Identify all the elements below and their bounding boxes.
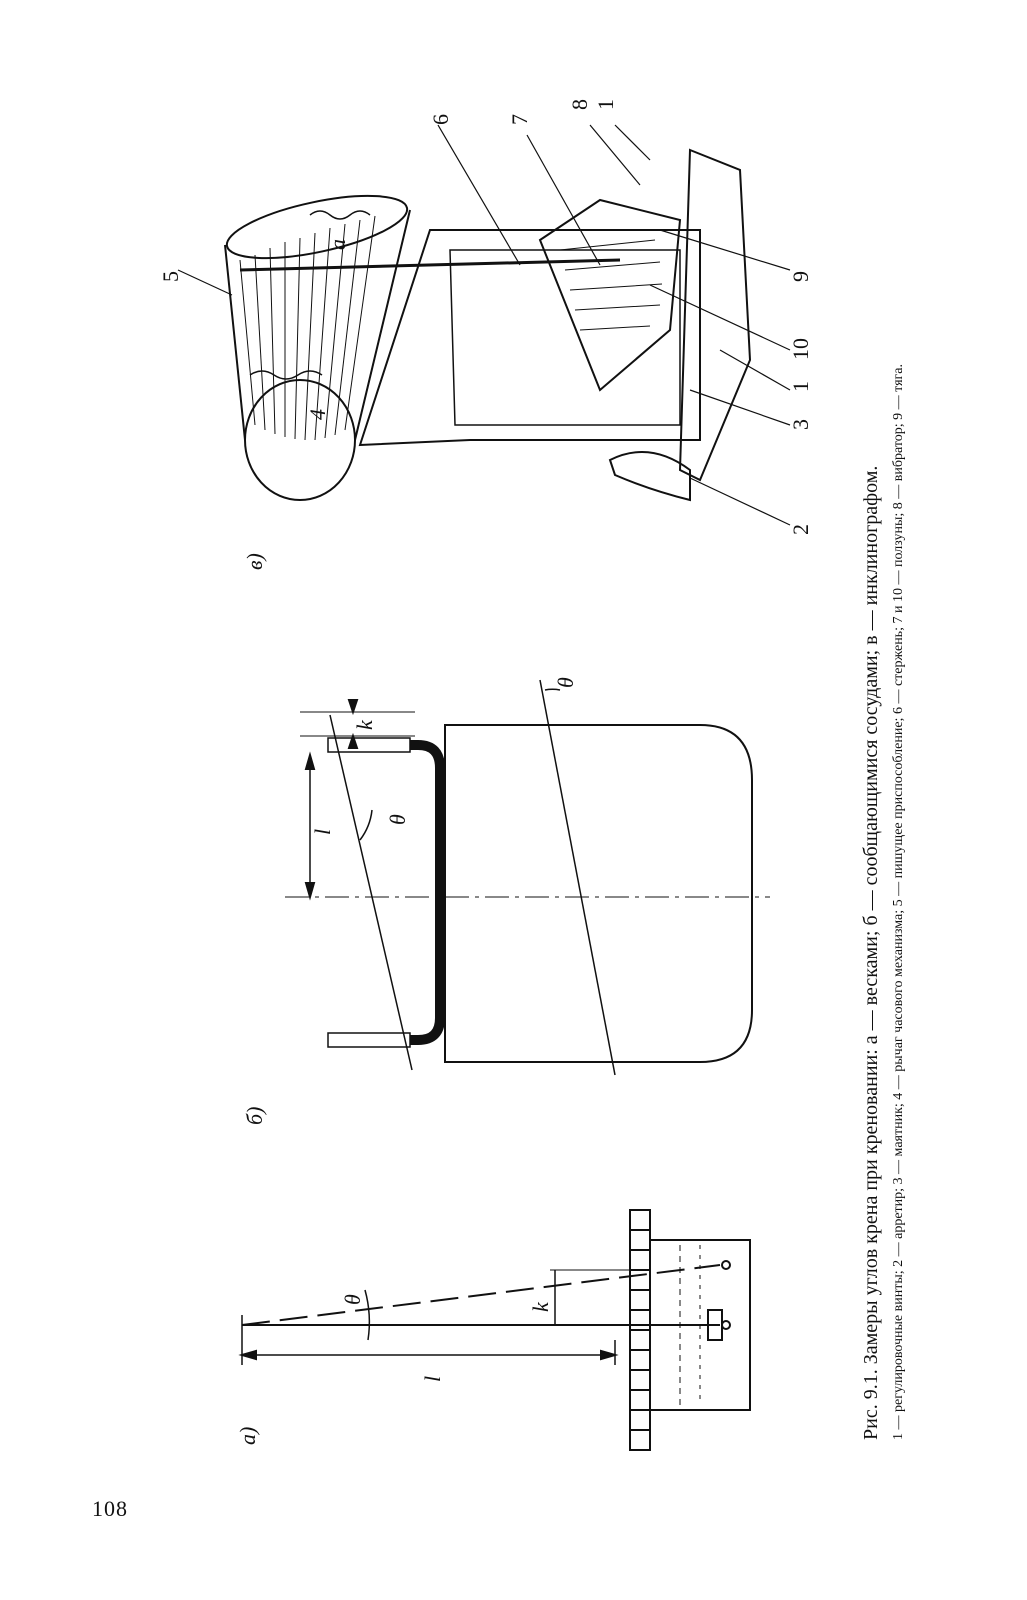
panel-v-label: в) — [242, 553, 267, 570]
panel-b-dim-k: k — [352, 720, 377, 730]
bulkhead-hatching — [630, 1210, 650, 1450]
panel-b-label: б) — [242, 1106, 267, 1125]
panel-b-drawing — [285, 680, 770, 1075]
callout-9: 9 — [788, 271, 813, 282]
panel-v-dim-4: 4 — [305, 409, 330, 420]
page-number: 108 — [92, 1496, 128, 1521]
stem — [240, 260, 620, 270]
deflected-line — [242, 1265, 720, 1325]
panel-a-dim-l: l — [420, 1375, 445, 1382]
callout-10: 10 — [788, 338, 813, 360]
panel-b-dim-theta-2: θ — [553, 677, 578, 688]
panel-v-drawing — [178, 125, 790, 525]
callout-1-top: 1 — [593, 99, 618, 110]
hull-section — [445, 725, 752, 1062]
panel-b-dim-l: l — [310, 828, 335, 835]
recording-drum — [222, 183, 412, 500]
callout-5: 5 — [158, 271, 183, 282]
panel-a-drawing — [242, 1210, 750, 1450]
caption-title: Рис. 9.1. Замеры углов крена при креновании: а — весками; б — сообщающимися сосудами; в — инклинографом. — [860, 465, 882, 1440]
callout-3: 3 — [788, 419, 813, 430]
panel-a-dim-theta: θ — [340, 1294, 365, 1305]
panel-v-dim-a: a — [325, 239, 350, 250]
callout-7: 7 — [507, 114, 532, 125]
callout-8: 8 — [567, 99, 592, 110]
figure-caption — [860, 80, 909, 1440]
arrester — [610, 452, 690, 500]
callout-numbers — [158, 99, 813, 535]
pendulum-sector — [540, 200, 680, 390]
panel-a-label: а) — [235, 1426, 260, 1445]
u-tube — [332, 745, 440, 1040]
panel-a-dim-k: k — [528, 1302, 553, 1312]
callout-6: 6 — [428, 114, 453, 125]
panel-b-dim-theta: θ — [385, 814, 410, 825]
callout-2: 2 — [788, 524, 813, 535]
caption-legend: 1 — регулировочные винты; 2 — арретир; 3 — маятник; 4 — рычаг часового механизма; 5 — пишущее приспособление; 6 — стержень; 7 и 10 — ползуны; 8 — вибратор; 9 — тяга. — [891, 364, 906, 1440]
callout-1-bottom: 1 — [788, 381, 813, 392]
